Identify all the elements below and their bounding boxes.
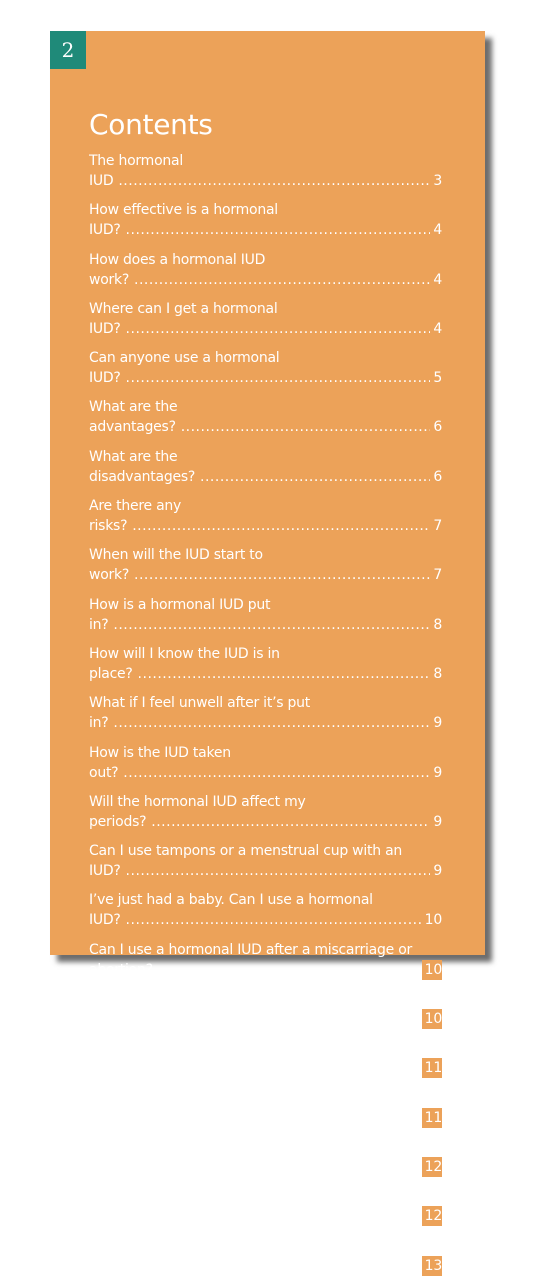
toc-entry-title: What are the advantages? ..... [89, 399, 442, 435]
toc-entry-title: Sexually transmitted infections ..... [89, 1188, 442, 1224]
toc-entry-page: 12 [422, 1206, 442, 1226]
toc-entry-page: 6 [430, 417, 442, 437]
toc-entry-title: Are there any risks? ..... [89, 498, 442, 534]
toc-entry[interactable] [89, 1236, 442, 1276]
toc-entry-title: How does a hormonal IUD work? ..... [89, 252, 442, 288]
toc-entry[interactable] [89, 1137, 442, 1177]
toc-entry-page: 10 [422, 1009, 442, 1029]
toc-entry-page: 9 [430, 763, 442, 783]
toc-entry-page: 10 [422, 960, 442, 980]
toc-entry-page: 8 [430, 664, 442, 684]
toc-entry-title: Can I use a hormonal IUD after a miscarriage or abortion? ..... [89, 942, 442, 978]
toc-entry-page: 9 [430, 812, 442, 832]
toc-entry[interactable] [89, 1088, 442, 1128]
toc-entry-page: 9 [430, 861, 442, 881]
toc-entry[interactable] [89, 151, 442, 191]
toc-entry-page: 4 [430, 270, 442, 290]
toc-entry-page: 11 [422, 1058, 442, 1078]
page-title: Contents [89, 108, 213, 141]
toc-entry-title: Where can I get more information and advice? ..... [89, 1139, 442, 1175]
toc-entry[interactable] [89, 693, 442, 733]
toc-entry[interactable] [89, 496, 442, 536]
table-of-contents [89, 151, 442, 1285]
toc-entry[interactable] [89, 792, 442, 832]
toc-entry-title: How often do I need a check-up? ..... [89, 1090, 442, 1126]
toc-entry-page: 9 [430, 713, 442, 733]
toc-entry-title: Can anyone use a hormonal IUD? ..... [89, 350, 442, 386]
toc-entry-page: 8 [430, 615, 442, 635]
booklet-page [50, 31, 485, 1274]
toc-entry-title: Will the hormonal IUD affect my periods? ..... [89, 794, 442, 830]
toc-entry-page: 10 [422, 910, 442, 930]
toc-entry-page: 5 [430, 368, 442, 388]
toc-entry-page: 7 [430, 516, 442, 536]
toc-entry[interactable] [89, 200, 442, 240]
toc-entry[interactable] [89, 1186, 442, 1226]
toc-entry[interactable] [89, 890, 442, 930]
toc-entry[interactable] [89, 250, 442, 290]
toc-entry-title: Emergency contraception ..... [89, 1238, 442, 1274]
toc-entry[interactable] [89, 1038, 442, 1078]
toc-entry[interactable] [89, 743, 442, 783]
toc-entry[interactable] [89, 348, 442, 388]
toc-entry-title: What if I want to stop using the IUD or try to get pregnant? ..... [89, 991, 442, 1027]
toc-entry-page: 4 [430, 220, 442, 240]
toc-entry-title: How is the IUD taken out? ..... [89, 745, 442, 781]
toc-entry-title: What are the disadvantages? ..... [89, 449, 442, 485]
toc-entry-title: I’ve just had a baby. Can I use a hormonal IUD? ..... [89, 892, 442, 928]
toc-entry-title: What if I feel unwell after it’s put in? ..... [89, 695, 442, 731]
toc-entry-page: 13 [422, 1256, 442, 1276]
toc-entry-title: How effective is a hormonal IUD? ..... [89, 202, 442, 238]
toc-entry-title: Where can I get a hormonal IUD? ..... [89, 301, 442, 337]
toc-entry-page: 3 [430, 171, 442, 191]
toc-entry-title: What if I think I’m pregnant? ..... [89, 1040, 442, 1076]
toc-entry[interactable] [89, 841, 442, 881]
page-number-badge: 2 [50, 31, 86, 69]
toc-entry[interactable] [89, 545, 442, 585]
toc-entry-title: When will the IUD start to work? ..... [89, 547, 442, 583]
toc-entry-title: The hormonal IUD ..... [89, 153, 442, 189]
toc-entry[interactable] [89, 644, 442, 684]
toc-entry[interactable] [89, 397, 442, 437]
toc-entry-page: 7 [430, 565, 442, 585]
toc-entry-title: How will I know the IUD is in place? ..... [89, 646, 442, 682]
toc-entry[interactable] [89, 989, 442, 1029]
toc-entry[interactable] [89, 299, 442, 339]
toc-entry[interactable] [89, 940, 442, 980]
toc-entry-page: 6 [430, 467, 442, 487]
toc-entry[interactable] [89, 595, 442, 635]
toc-entry-title: Can I use tampons or a menstrual cup with an IUD? ..... [89, 843, 442, 879]
toc-entry-page: 12 [422, 1157, 442, 1177]
toc-entry[interactable] [89, 447, 442, 487]
toc-entry-page: 4 [430, 319, 442, 339]
toc-entry-title: How is a hormonal IUD put in? ..... [89, 597, 442, 633]
toc-entry-page: 11 [422, 1108, 442, 1128]
